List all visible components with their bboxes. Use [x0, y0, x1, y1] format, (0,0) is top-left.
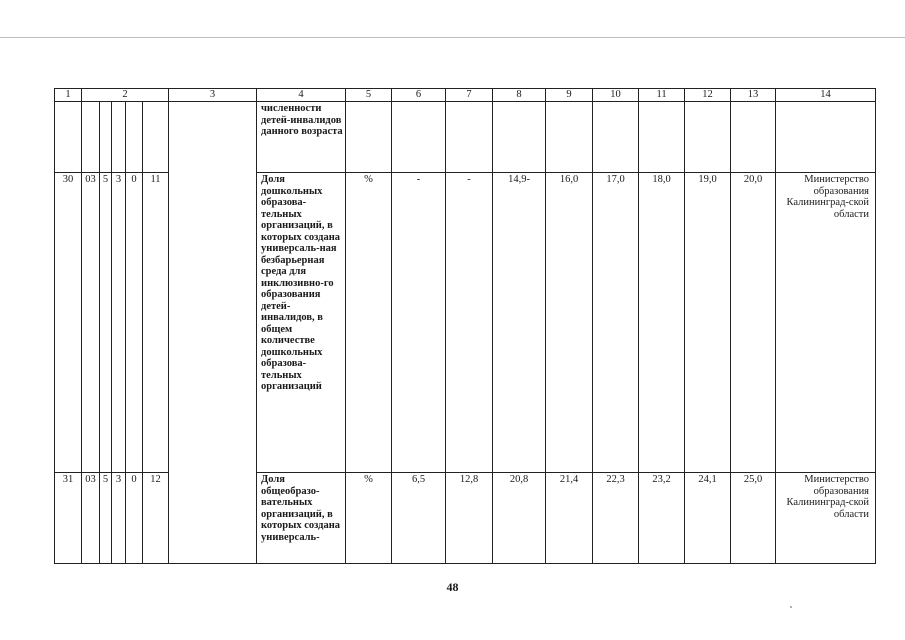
header-cell: 3 — [169, 89, 257, 102]
value-cell: 20,8 — [493, 473, 546, 564]
code-cell: 0 — [126, 173, 143, 473]
value-cell: 19,0 — [685, 173, 731, 473]
value-cell: 22,3 — [593, 473, 639, 564]
empty-cell — [685, 102, 731, 173]
code-cell: 11 — [143, 173, 169, 473]
indicator-text: Доля общеобразо-вательных организаций, в которых создана универсаль- — [257, 473, 346, 564]
indicator-text: Доля дошкольных образова-тельных организаций, в которых создана универсаль-ная безбарьерная среда для инклюзивно-го образования детей-инвалидов, в общем количестве дошкольных образова-тельных организаций — [257, 173, 346, 473]
code-cell: 5 — [100, 473, 112, 564]
value-cell: 6,5 — [392, 473, 446, 564]
value-cell: 24,1 — [685, 473, 731, 564]
header-cell: 11 — [639, 89, 685, 102]
header-cell: 7 — [446, 89, 493, 102]
indicator-table — [54, 88, 876, 564]
empty-cell — [493, 102, 546, 173]
col3-cell — [169, 102, 257, 564]
unit-cell: % — [346, 173, 392, 473]
code-cell: 12 — [143, 473, 169, 564]
header-cell: 14 — [776, 89, 876, 102]
empty-cell — [126, 102, 143, 173]
page-number: 48 — [446, 580, 459, 594]
code-cell: 03 — [82, 473, 100, 564]
value-cell: 14,9- — [493, 173, 546, 473]
value-cell: 18,0 — [639, 173, 685, 473]
empty-cell — [392, 102, 446, 173]
top-rule — [0, 37, 905, 38]
header-cell: 2 — [82, 89, 169, 102]
code-cell: 5 — [100, 173, 112, 473]
empty-cell — [639, 102, 685, 173]
empty-cell — [731, 102, 776, 173]
value-cell: 23,2 — [639, 473, 685, 564]
continuation-row — [55, 102, 876, 173]
row-number: 30 — [55, 173, 82, 473]
header-cell: 6 — [392, 89, 446, 102]
empty-cell — [112, 102, 126, 173]
indicator-text: численности детей-инвалидов данного возраста — [257, 102, 346, 173]
value-cell: 16,0 — [546, 173, 593, 473]
header-cell: 12 — [685, 89, 731, 102]
header-cell: 9 — [546, 89, 593, 102]
empty-cell — [446, 102, 493, 173]
value-cell: 25,0 — [731, 473, 776, 564]
header-row — [55, 89, 876, 102]
code-cell: 0 — [126, 473, 143, 564]
empty-cell — [546, 102, 593, 173]
code-cell: 3 — [112, 173, 126, 473]
empty-cell — [776, 102, 876, 173]
empty-cell — [593, 102, 639, 173]
value-cell: - — [392, 173, 446, 473]
code-cell: 03 — [82, 173, 100, 473]
responsible-cell: Министерство образования Калининград-ской области — [776, 473, 876, 564]
header-cell: 10 — [593, 89, 639, 102]
header-cell: 4 — [257, 89, 346, 102]
value-cell: 12,8 — [446, 473, 493, 564]
value-cell: 20,0 — [731, 173, 776, 473]
header-cell: 1 — [55, 89, 82, 102]
value-cell: 17,0 — [593, 173, 639, 473]
row-number: 31 — [55, 473, 82, 564]
empty-cell — [143, 102, 169, 173]
header-cell: 5 — [346, 89, 392, 102]
empty-cell — [346, 102, 392, 173]
empty-cell — [55, 102, 82, 173]
unit-cell: % — [346, 473, 392, 564]
value-cell: - — [446, 173, 493, 473]
responsible-cell: Министерство образования Калининград-ской области — [776, 173, 876, 473]
scan-speck — [790, 606, 792, 608]
header-cell: 8 — [493, 89, 546, 102]
empty-cell — [82, 102, 100, 173]
header-cell: 13 — [731, 89, 776, 102]
code-cell: 3 — [112, 473, 126, 564]
empty-cell — [100, 102, 112, 173]
value-cell: 21,4 — [546, 473, 593, 564]
